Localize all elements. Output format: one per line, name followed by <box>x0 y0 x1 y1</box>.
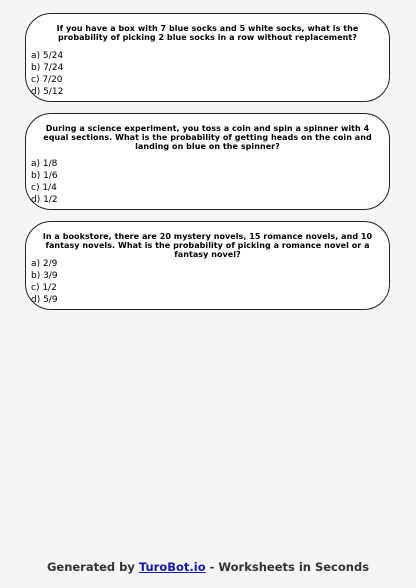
footer-suffix: - Worksheets in Seconds <box>205 560 370 574</box>
answer-option-b[interactable]: b) 7/24 <box>31 63 64 73</box>
question-card-1 <box>25 13 390 102</box>
turobot-link[interactable]: TuroBot.io <box>138 560 206 574</box>
answer-option-a[interactable]: a) 1/8 <box>31 159 58 169</box>
answer-option-c[interactable]: c) 1/2 <box>31 283 57 293</box>
question-card-3 <box>25 221 390 310</box>
answer-option-b[interactable]: b) 3/9 <box>31 271 58 281</box>
question-text: During a science experiment, you toss a coin and spin a spinner with 4 equal sections. What is the probability of getting heads on the coin and landing on blue on the spinner? <box>43 124 372 151</box>
footer-prefix: Generated by <box>46 560 139 574</box>
answer-options <box>31 258 58 306</box>
answer-option-c[interactable]: c) 1/4 <box>31 183 57 193</box>
answer-option-a[interactable]: a) 2/9 <box>31 259 58 269</box>
footer <box>0 560 416 574</box>
answer-options <box>31 50 63 98</box>
answer-option-d[interactable]: d) 5/9 <box>31 295 58 305</box>
question-card-2 <box>25 113 390 210</box>
answer-option-a[interactable]: a) 5/24 <box>31 51 64 61</box>
question-text: If you have a box with 7 blue socks and 5 white socks, what is the probability of picking 2 blue socks in a row without replacement? <box>56 24 359 42</box>
answer-options <box>31 158 58 206</box>
answer-option-b[interactable]: b) 1/6 <box>31 171 58 181</box>
question-text: In a bookstore, there are 20 mystery novels, 15 romance novels, and 10 fantasy novels. What is the probability of picking a romance novel or a fantasy novel? <box>42 232 373 259</box>
answer-option-c[interactable]: c) 7/20 <box>31 75 63 85</box>
answer-option-d[interactable]: d) 1/2 <box>31 195 58 205</box>
answer-option-d[interactable]: d) 5/12 <box>31 87 64 97</box>
